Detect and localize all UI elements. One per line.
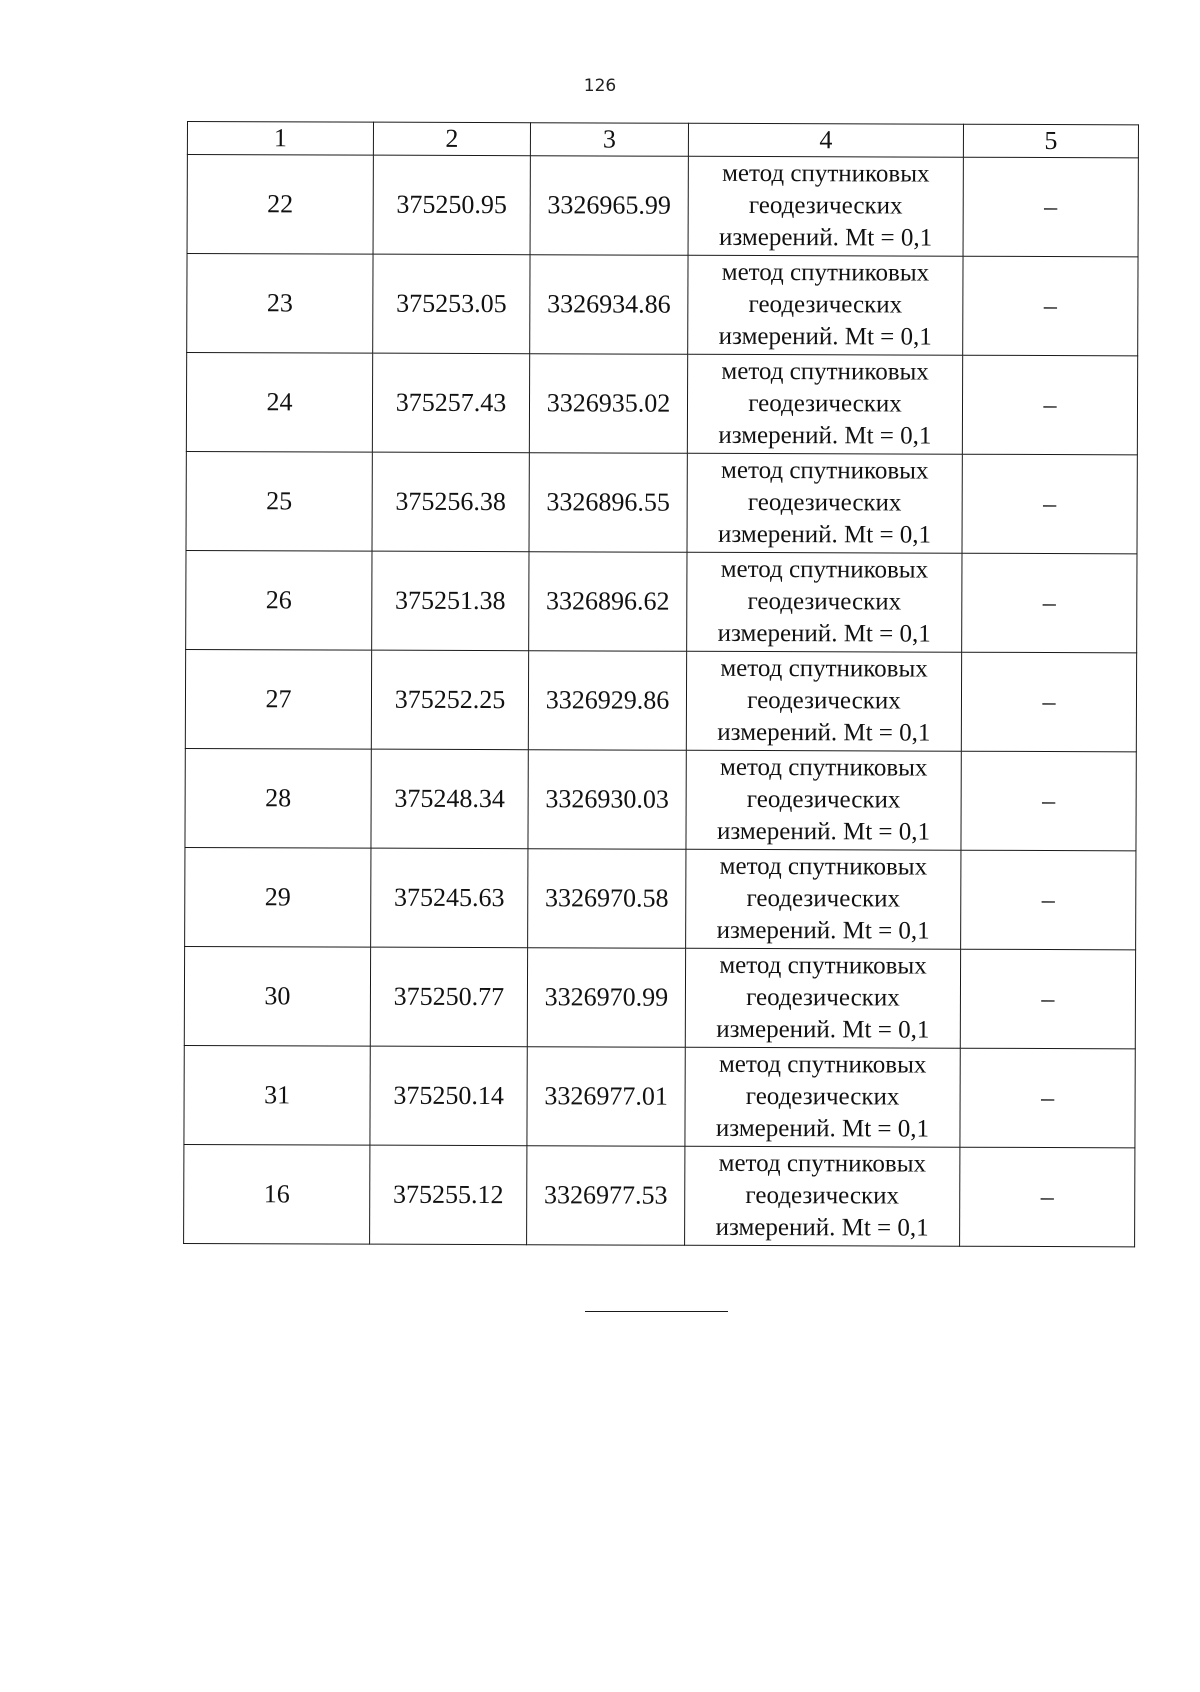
method-line: измерений. Mt = 0,1 bbox=[716, 916, 930, 945]
method-line: геодезических bbox=[746, 983, 900, 1012]
method-line: метод спутниковых bbox=[719, 753, 928, 782]
method-line: геодезических bbox=[748, 191, 903, 220]
x-coordinate-cell: 375251.38 bbox=[372, 551, 529, 651]
method-line: метод спутниковых bbox=[721, 357, 929, 386]
method-line: метод спутниковых bbox=[720, 654, 928, 683]
note-cell: – bbox=[962, 553, 1137, 653]
y-coordinate-cell: 3326934.86 bbox=[530, 255, 688, 355]
method-line: измерений. Mt = 0,1 bbox=[715, 1114, 930, 1143]
method-cell bbox=[685, 1146, 960, 1246]
method-line: геодезических bbox=[748, 389, 902, 418]
point-number-cell: 27 bbox=[185, 649, 371, 749]
y-coordinate-cell: 3326970.58 bbox=[528, 849, 686, 949]
table-header bbox=[187, 122, 1138, 158]
method-line: геодезических bbox=[748, 290, 903, 319]
note-cell: – bbox=[961, 850, 1136, 950]
method-line: метод спутниковых bbox=[718, 1050, 927, 1079]
note-cell: – bbox=[963, 157, 1138, 257]
method-line: геодезических bbox=[747, 587, 902, 616]
y-coordinate-cell: 3326977.01 bbox=[527, 1047, 685, 1147]
method-line: метод спутниковых bbox=[721, 258, 930, 287]
note-cell: – bbox=[961, 652, 1136, 752]
method-line: измерений. Mt = 0,1 bbox=[716, 1015, 930, 1044]
method-cell bbox=[688, 156, 963, 256]
method-line: геодезических bbox=[745, 1082, 900, 1111]
point-number-cell: 24 bbox=[186, 353, 372, 453]
method-cell bbox=[687, 453, 962, 553]
method-line: измерений. Mt = 0,1 bbox=[719, 223, 933, 252]
method-line: метод спутниковых bbox=[718, 1149, 927, 1178]
x-coordinate-cell: 375250.95 bbox=[373, 155, 530, 255]
end-divider bbox=[585, 1311, 728, 1312]
note-cell: – bbox=[960, 949, 1135, 1049]
method-line: геодезических bbox=[745, 1181, 900, 1210]
method-line: геодезических bbox=[746, 884, 901, 913]
method-line: метод спутниковых bbox=[721, 456, 929, 485]
note-cell: – bbox=[962, 454, 1137, 554]
method-line: метод спутниковых bbox=[722, 159, 930, 188]
x-coordinate-cell: 375255.12 bbox=[370, 1145, 527, 1245]
method-line: измерений. Mt = 0,1 bbox=[717, 619, 931, 648]
method-line: метод спутниковых bbox=[719, 852, 928, 881]
table-row bbox=[186, 550, 1137, 652]
x-coordinate-cell: 375250.14 bbox=[370, 1046, 527, 1146]
y-coordinate-cell: 3326970.99 bbox=[527, 948, 685, 1048]
method-cell bbox=[687, 354, 962, 454]
method-line: измерений. Mt = 0,1 bbox=[717, 718, 931, 747]
point-number-cell: 25 bbox=[186, 451, 372, 551]
y-coordinate-cell: 3326977.53 bbox=[527, 1146, 685, 1246]
table-body bbox=[184, 155, 1139, 1247]
table-row bbox=[184, 1045, 1135, 1147]
point-number-cell: 22 bbox=[187, 155, 373, 255]
table-row bbox=[185, 847, 1136, 949]
point-number-cell: 30 bbox=[184, 946, 370, 1046]
y-coordinate-cell: 3326965.99 bbox=[530, 156, 688, 256]
table-row bbox=[187, 254, 1138, 356]
header-col-1: 1 bbox=[187, 122, 373, 156]
note-cell: – bbox=[960, 1048, 1135, 1148]
y-coordinate-cell: 3326930.03 bbox=[528, 750, 686, 850]
y-coordinate-cell: 3326896.62 bbox=[529, 552, 687, 652]
note-cell: – bbox=[961, 751, 1136, 851]
header-col-3: 3 bbox=[530, 123, 688, 157]
method-line: метод спутниковых bbox=[719, 951, 927, 980]
method-line: измерений. Mt = 0,1 bbox=[715, 1213, 929, 1242]
method-line: геодезических bbox=[747, 686, 901, 715]
point-number-cell: 23 bbox=[187, 254, 373, 354]
table-row bbox=[185, 649, 1136, 751]
table-header-row bbox=[187, 122, 1138, 158]
method-line: измерений. Mt = 0,1 bbox=[718, 322, 932, 351]
method-cell bbox=[685, 948, 960, 1048]
method-line: метод спутниковых bbox=[720, 555, 929, 584]
table-row bbox=[184, 1144, 1135, 1246]
header-col-4: 4 bbox=[688, 123, 963, 157]
table-row bbox=[184, 946, 1135, 1048]
x-coordinate-cell: 375250.77 bbox=[370, 947, 527, 1047]
header-col-5: 5 bbox=[963, 124, 1138, 158]
point-number-cell: 26 bbox=[186, 550, 372, 650]
method-line: геодезических bbox=[747, 488, 902, 517]
method-cell bbox=[685, 1047, 960, 1147]
point-number-cell: 29 bbox=[185, 847, 371, 947]
method-line: измерений. Mt = 0,1 bbox=[718, 421, 932, 450]
method-line: измерений. Mt = 0,1 bbox=[716, 817, 931, 846]
note-cell: – bbox=[960, 1147, 1135, 1247]
method-line: измерений. Mt = 0,1 bbox=[717, 520, 932, 549]
note-cell: – bbox=[962, 355, 1137, 455]
header-col-2: 2 bbox=[373, 122, 530, 156]
table-row bbox=[185, 748, 1136, 850]
y-coordinate-cell: 3326929.86 bbox=[528, 651, 686, 751]
method-cell bbox=[686, 651, 961, 751]
method-cell bbox=[688, 255, 963, 355]
table-row bbox=[187, 155, 1138, 257]
x-coordinate-cell: 375245.63 bbox=[371, 848, 528, 948]
point-number-cell: 28 bbox=[185, 748, 371, 848]
method-cell bbox=[687, 552, 962, 652]
y-coordinate-cell: 3326935.02 bbox=[529, 354, 687, 454]
table-row bbox=[186, 353, 1137, 455]
x-coordinate-cell: 375252.25 bbox=[371, 650, 528, 750]
page-number: 126 bbox=[583, 76, 617, 96]
point-number-cell: 31 bbox=[184, 1045, 370, 1145]
point-number-cell: 16 bbox=[184, 1144, 370, 1244]
y-coordinate-cell: 3326896.55 bbox=[529, 453, 687, 553]
table-row bbox=[186, 451, 1137, 553]
note-cell: – bbox=[963, 256, 1138, 356]
method-line: геодезических bbox=[746, 785, 901, 814]
coordinates-table bbox=[183, 121, 1139, 1247]
method-cell bbox=[686, 750, 961, 850]
method-cell bbox=[686, 849, 961, 949]
x-coordinate-cell: 375248.34 bbox=[371, 749, 528, 849]
x-coordinate-cell: 375256.38 bbox=[372, 452, 529, 552]
x-coordinate-cell: 375257.43 bbox=[372, 353, 529, 453]
x-coordinate-cell: 375253.05 bbox=[373, 254, 530, 354]
